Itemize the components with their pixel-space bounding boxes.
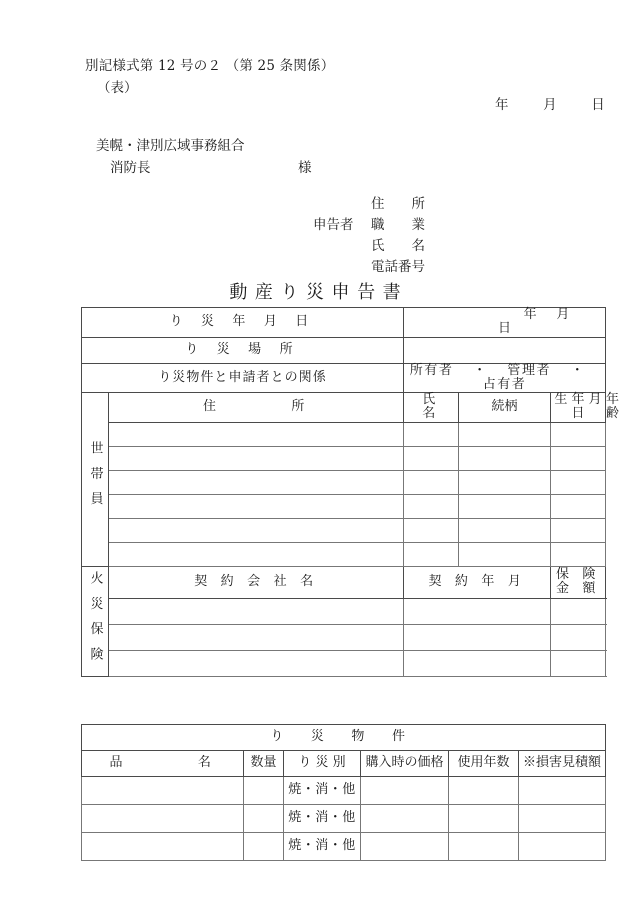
table-row	[82, 566, 606, 598]
items-col-estimate: ※損害見積額	[519, 751, 606, 777]
household-cell-name[interactable]	[404, 446, 459, 470]
form-sub-label: （表）	[97, 80, 138, 96]
table-row	[82, 337, 606, 363]
table-row	[82, 651, 606, 677]
items-cell-name[interactable]	[82, 833, 244, 861]
disaster-place-value[interactable]	[404, 337, 606, 363]
relation-label: り災物件と申請者との関係	[82, 363, 404, 393]
household-cell-name[interactable]	[404, 470, 459, 494]
insurance-cell-company[interactable]	[109, 651, 404, 677]
insurance-cell-amount[interactable]	[551, 625, 606, 651]
items-cell-quantity[interactable]	[244, 833, 284, 861]
table-row	[82, 599, 606, 625]
insurance-col-date: 契 約 年 月	[404, 566, 551, 598]
items-col-price: 購入時の価格	[361, 751, 449, 777]
items-cell-kind[interactable]: 焼・消・他	[284, 805, 361, 833]
disaster-date-value[interactable]	[404, 308, 606, 338]
items-col-years: 使用年数	[449, 751, 519, 777]
organization-role: 消防長	[110, 160, 151, 176]
insurance-col-amount: 保 険 金 額	[551, 566, 606, 598]
table-row	[82, 470, 606, 494]
insurance-vertical-label	[82, 566, 109, 677]
insurance-label-text: 火災保険	[87, 570, 103, 673]
items-cell-name[interactable]	[82, 805, 244, 833]
relation-options[interactable]	[404, 363, 606, 393]
table-row	[82, 725, 606, 751]
table-row	[82, 494, 606, 518]
insurance-col-company: 契 約 会 社 名	[109, 566, 404, 598]
form-number: 別記様式第 12 号の２ （第 25 条関係）	[85, 58, 335, 74]
items-cell-quantity[interactable]	[244, 805, 284, 833]
disaster-date-month: 月	[556, 307, 570, 322]
items-cell-years[interactable]	[449, 833, 519, 861]
page-title: 動産り災申告書	[229, 282, 409, 303]
household-cell-name[interactable]	[404, 494, 459, 518]
items-cell-price[interactable]	[361, 805, 449, 833]
items-cell-estimate[interactable]	[519, 805, 606, 833]
household-col-name: 氏 名	[404, 393, 459, 423]
relation-option-owner[interactable]: 所有者	[409, 362, 454, 378]
organization-honorific: 様	[298, 160, 312, 176]
household-cell-address[interactable]	[109, 446, 404, 470]
disaster-place-label: り 災 場 所	[82, 337, 404, 363]
items-col-quantity: 数量	[244, 751, 284, 777]
insurance-cell-date[interactable]	[404, 651, 551, 677]
table-row	[82, 833, 606, 861]
items-cell-kind[interactable]: 焼・消・他	[284, 777, 361, 805]
table-row	[82, 625, 606, 651]
items-cell-estimate[interactable]	[519, 777, 606, 805]
table-row	[82, 446, 606, 470]
household-cell-address[interactable]	[109, 494, 404, 518]
household-cell-birthdate[interactable]	[551, 542, 606, 566]
insurance-cell-date[interactable]	[404, 625, 551, 651]
disaster-date-year: 年	[523, 307, 537, 322]
household-label-text: 世帯員	[87, 441, 103, 518]
household-cell-birthdate[interactable]	[551, 494, 606, 518]
table-row	[82, 308, 606, 338]
insurance-cell-amount[interactable]	[551, 599, 606, 625]
date-year-label: 年	[495, 97, 509, 113]
items-section-title: り 災 物 件	[82, 725, 606, 751]
household-cell-birthdate[interactable]	[551, 446, 606, 470]
table-row	[82, 542, 606, 566]
relation-option-manager[interactable]: 管理者	[507, 362, 552, 378]
table-row	[82, 422, 606, 446]
household-cell-relation[interactable]	[459, 542, 551, 566]
items-col-kind: り 災 別	[284, 751, 361, 777]
items-cell-name[interactable]	[82, 777, 244, 805]
disaster-date-label: り 災 年 月 日	[82, 308, 404, 338]
items-cell-price[interactable]	[361, 833, 449, 861]
applicant-phone-label: 電話番号	[371, 259, 425, 275]
insurance-cell-company[interactable]	[109, 625, 404, 651]
document-date-line	[495, 93, 605, 113]
table-row	[82, 805, 606, 833]
relation-sep-2: ・	[570, 362, 586, 378]
household-col-address: 住 所	[109, 393, 404, 423]
applicant-address-label: 住 所	[371, 196, 425, 212]
table-row	[82, 518, 606, 542]
disaster-date-day: 日	[498, 321, 512, 337]
household-cell-name[interactable]	[404, 542, 459, 566]
applicant-label: 申告者	[313, 217, 354, 233]
household-cell-address[interactable]	[109, 542, 404, 566]
insurance-cell-company[interactable]	[109, 599, 404, 625]
items-cell-years[interactable]	[449, 805, 519, 833]
applicant-fields	[371, 194, 425, 278]
items-cell-estimate[interactable]	[519, 833, 606, 861]
household-cell-name[interactable]	[404, 518, 459, 542]
items-col-name: 品 名	[82, 751, 244, 777]
household-cell-relation[interactable]	[459, 446, 551, 470]
household-cell-birthdate[interactable]	[551, 518, 606, 542]
declaration-table	[81, 307, 620, 677]
household-cell-relation[interactable]	[459, 422, 551, 446]
date-month-label: 月	[543, 97, 557, 113]
household-cell-address[interactable]	[109, 422, 404, 446]
household-cell-relation[interactable]	[459, 494, 551, 518]
items-cell-price[interactable]	[361, 777, 449, 805]
applicant-name-label: 氏 名	[371, 238, 425, 254]
insurance-cell-amount[interactable]	[551, 651, 606, 677]
table-row	[82, 363, 606, 393]
items-table	[81, 724, 606, 861]
household-vertical-label	[82, 393, 109, 567]
items-cell-kind[interactable]: 焼・消・他	[284, 833, 361, 861]
household-cell-relation[interactable]	[459, 470, 551, 494]
household-cell-name[interactable]	[404, 422, 459, 446]
household-cell-birthdate[interactable]	[551, 422, 606, 446]
relation-sep-1: ・	[473, 362, 488, 378]
date-day-label: 日	[591, 97, 605, 113]
household-cell-birthdate[interactable]	[551, 470, 606, 494]
household-cell-address[interactable]	[109, 518, 404, 542]
insurance-cell-date[interactable]	[404, 599, 551, 625]
household-col-relation: 続柄	[459, 393, 551, 423]
table-row	[82, 751, 606, 777]
items-cell-years[interactable]	[449, 777, 519, 805]
household-cell-address[interactable]	[109, 470, 404, 494]
table-row	[82, 777, 606, 805]
relation-option-occupant[interactable]: 占有者	[482, 376, 527, 392]
household-col-birthdate: 生 年 月 日	[551, 393, 606, 423]
items-cell-quantity[interactable]	[244, 777, 284, 805]
applicant-occupation-label: 職 業	[371, 217, 425, 233]
household-cell-relation[interactable]	[459, 518, 551, 542]
organization-name: 美幌・津別広域事務組合	[96, 138, 245, 154]
table-row: 世帯員 住 所 氏 名 続柄 生 年 月 日 年齢	[82, 393, 606, 423]
